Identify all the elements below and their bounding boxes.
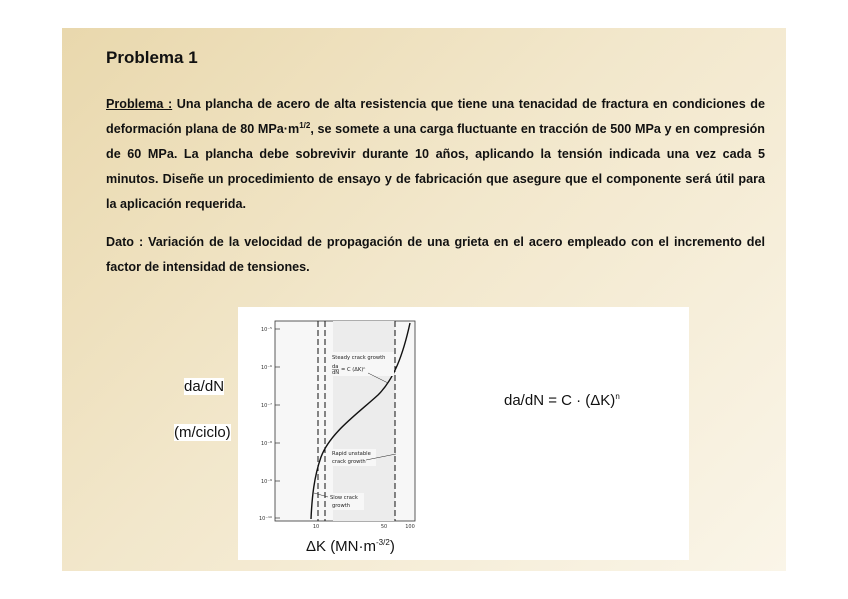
y-tick-label: 10⁻⁶	[260, 365, 272, 371]
crack-growth-graph	[238, 307, 689, 560]
x-axis-label-text: ΔK (MN·m	[306, 538, 377, 555]
annotation-steady: Steady crack growth	[332, 355, 386, 361]
annotation-rapid-2: crack growth	[332, 459, 366, 465]
formula-text: da/dN = C · (ΔK)	[504, 392, 616, 409]
problem-text-superscript: 1/2	[299, 120, 311, 130]
formula-exponent: n	[615, 392, 620, 401]
annotation-slow-1: Slow crack	[330, 495, 358, 501]
y-tick-label: 10⁻¹⁰	[258, 516, 272, 522]
x-axis-ticks	[313, 524, 415, 530]
annotation-dadn: da	[332, 364, 339, 370]
x-tick-label: 50	[380, 524, 388, 530]
annotation-dadn-den: dN	[332, 370, 340, 376]
y-axis-label: da/dN	[184, 378, 225, 395]
y-tick-label: 10⁻⁹	[260, 479, 272, 485]
problem-statement	[106, 92, 765, 217]
slide-title: Problema 1	[106, 48, 198, 67]
problem-text-part2: , se somete a una carga fluctuante en tracción de 500 MPa y en compresión de 60 MPa. La plancha debe sobrevivir durante 10 años, aplicando la tensión indicada una vez cada 5 minutos. Diseñe un procedimiento de ensayo y de fabricación que asegure que el componente será útil para la aplicación requerida.	[106, 122, 765, 211]
y-tick-label: 10⁻⁸	[260, 441, 272, 447]
annotation-steady-eq: = C (ΔK)ⁿ	[341, 367, 366, 373]
x-tick-label: 10	[312, 524, 320, 530]
problem-label: Problema :	[106, 97, 173, 111]
y-axis-units: (m/ciclo)	[174, 424, 231, 441]
x-axis-label-close: )	[389, 538, 395, 555]
y-tick-label: 10⁻⁷	[260, 403, 272, 409]
y-tick-label: 10⁻⁵	[260, 327, 272, 333]
annotation-slow-2: growth	[332, 503, 351, 509]
x-tick-label: 100	[405, 524, 415, 530]
dato-statement: Dato : Variación de la velocidad de propagación de una grieta en el acero empleado con el incremento del factor de intensidad de tensiones.	[106, 235, 765, 274]
x-axis-label	[306, 538, 395, 555]
problem-text-part1: Una plancha de acero de alta resistencia que tiene una tenacidad de fractura en condiciones de deformación plana de 80 MPa·m	[106, 97, 765, 136]
region-shading	[333, 321, 395, 521]
crack-growth-figure	[238, 307, 689, 560]
x-axis-label-exponent: -3/2	[376, 538, 390, 547]
annotation-rapid-1: Rapid unstable	[332, 451, 371, 457]
paris-law-formula	[504, 392, 620, 409]
